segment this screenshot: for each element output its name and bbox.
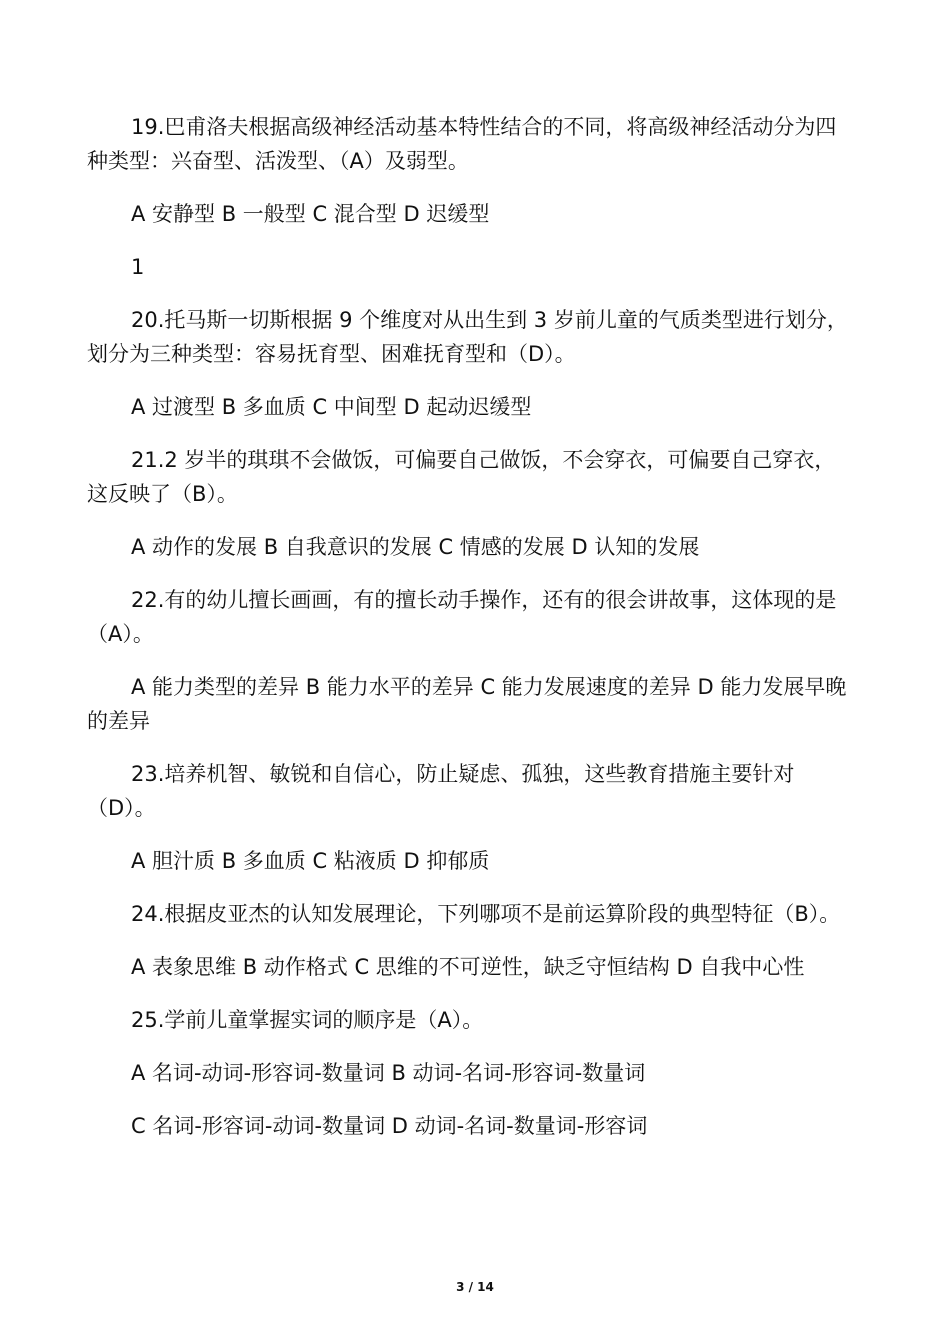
question-19-options: A 安静型 B 一般型 C 混合型 D 迟缓型 — [131, 202, 490, 226]
question-21-options: A 动作的发展 B 自我意识的发展 C 情感的发展 D 认知的发展 — [131, 535, 700, 559]
question-25-options-cd: C 名词-形容词-动词-数量词 D 动词-名词-数量词-形容词 — [131, 1114, 648, 1138]
document-body — [87, 110, 855, 1162]
question-23-options: A 胆汁质 B 多血质 C 粘液质 D 抑郁质 — [131, 849, 490, 873]
question-19: 19.巴甫洛夫根据高级神经活动基本特性结合的不同，将高级神经活动分为四种类型：兴奋型、活泼型、（A）及弱型。 — [87, 115, 837, 173]
question-21: 21.2 岁半的琪琪不会做饭，可偏要自己做饭，不会穿衣，可偏要自己穿衣，这反映了（B）。 — [87, 448, 836, 506]
question-20-options: A 过渡型 B 多血质 C 中间型 D 起动迟缓型 — [131, 395, 532, 419]
question-22: 22.有的幼儿擅长画画，有的擅长动手操作，还有的很会讲故事，这体现的是（A）。 — [87, 588, 837, 646]
stray-number: 1 — [131, 255, 145, 279]
question-25: 25.学前儿童掌握实词的顺序是（A）。 — [131, 1008, 484, 1032]
question-24: 24.根据皮亚杰的认知发展理论，下列哪项不是前运算阶段的典型特征（B）。 — [131, 902, 841, 926]
question-22-options: A 能力类型的差异 B 能力水平的差异 C 能力发展速度的差异 D 能力发展早晚的差异 — [87, 675, 847, 733]
question-25-options-ab: A 名词-动词-形容词-数量词 B 动词-名词-形容词-数量词 — [131, 1061, 646, 1085]
page-number: 3 / 14 — [456, 1280, 494, 1294]
question-24-options: A 表象思维 B 动作格式 C 思维的不可逆性，缺乏守恒结构 D 自我中心性 — [131, 955, 805, 979]
question-20: 20.托马斯一切斯根据 9 个维度对从出生到 3 岁前儿童的气质类型进行划分，划分为三种类型：容易抚育型、困难抚育型和（D）。 — [87, 308, 848, 366]
question-23: 23.培养机智、敏锐和自信心，防止疑虑、孤独，这些教育措施主要针对（D）。 — [87, 762, 795, 820]
